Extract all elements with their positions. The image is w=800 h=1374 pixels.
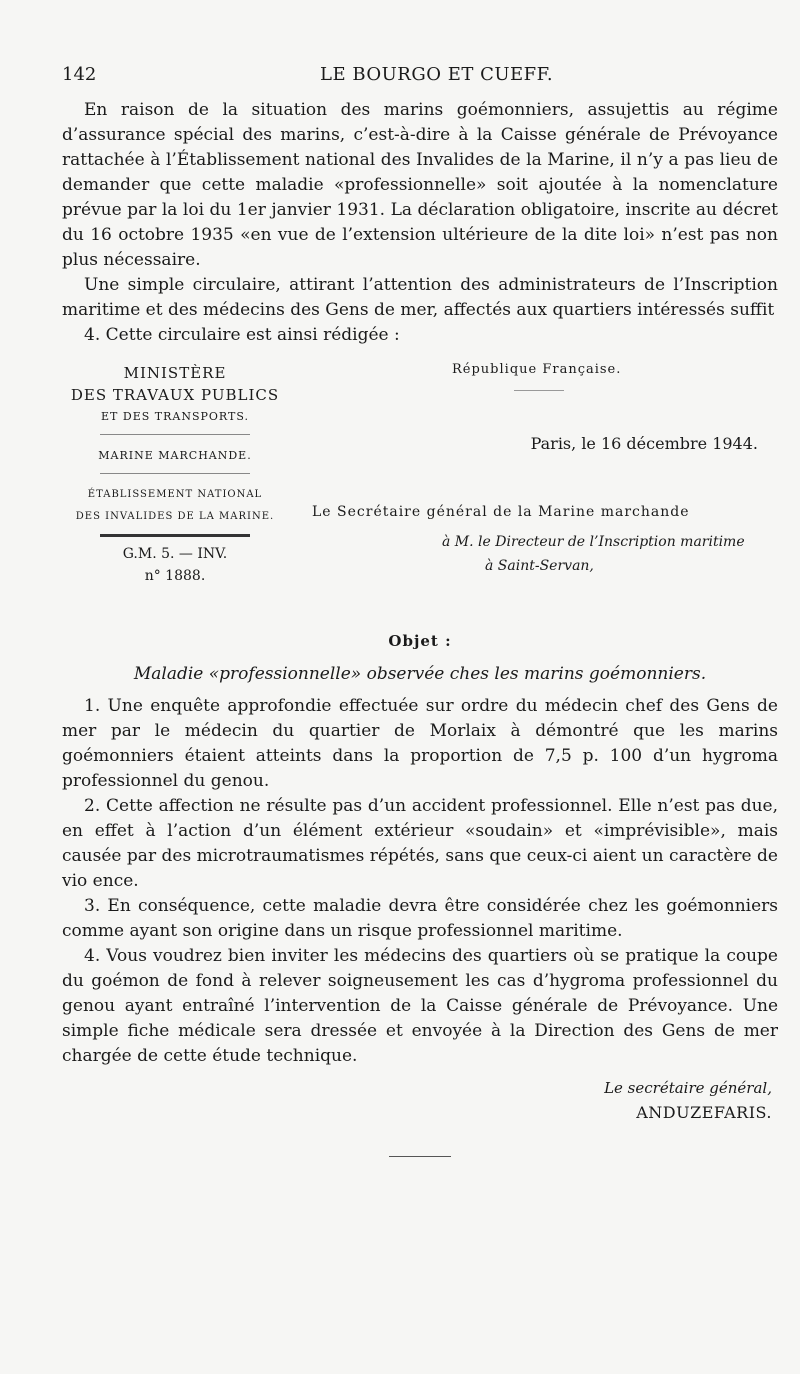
- page-number: 142: [62, 64, 97, 85]
- divider: [100, 434, 250, 435]
- recipient-line: à M. le Directeur de l’Inscription maritime: [442, 534, 745, 550]
- signature-title: Le secrétaire général,: [604, 1079, 772, 1097]
- numbered-paragraph: 4. Vous voudrez bien inviter les médecins des quartiers où se pratique la coupe du goémon de fond à relever soigneusement les cas d’hygroma professionnel du genou ayant entraîné l’intervention de la Caisse générale de Prévoyance. Une simple fiche médicale sera dressée et envoyée à la Direction des Gens de mer chargée de cette étude technique.: [62, 946, 778, 1066]
- signature-name: ANDUZEFARIS.: [636, 1103, 772, 1122]
- establishment-line: ÉTABLISSEMENT NATIONAL: [87, 489, 263, 500]
- divider: [100, 473, 250, 474]
- sender-line: Le Secrétaire général de la Marine marchande: [312, 504, 690, 520]
- numbered-paragraph: 3. En conséquence, cette maladie devra être considérée chez les goémonniers comme ayant son origine dans un risque professionnel maritime.: [62, 896, 778, 941]
- intro-paragraph: En raison de la situation des marins goémonniers, assujettis au régime d’assurance spécial des marins, c’est-à-dire à la Caisse générale de Prévoyance rattachée à l’Établissement national des Invalides de la Marine, il n’y a pas lieu de demander que cette maladie «professionnelle» soit ajoutée à la nomenclature prévue par la loi du 1er janvier 1931. La déclaration obligatoire, inscrite au décret du 16 octobre 1935 «en vue de l’extension ultérieure de la dite loi» n’est pas non plus nécessaire.: [62, 100, 778, 270]
- objet-heading: Objet :: [388, 632, 452, 650]
- divider: [514, 390, 564, 391]
- recipient-place: à Saint-Servan,: [485, 558, 594, 574]
- letterhead: [62, 362, 778, 632]
- running-header: [62, 60, 778, 90]
- document-page: [62, 60, 778, 1157]
- ministry-line: ET DES TRANSPORTS.: [101, 410, 249, 423]
- numbered-paragraph: 1. Une enquête approfondie effectuée sur ordre du médecin chef des Gens de mer par le médecin du quartier de Morlaix à démontré que les marins goémonniers étaient atteints dans la proportion de 7,5 p. 100 d’un hygroma professionnel du genou.: [62, 696, 778, 791]
- reference-number: G.M. 5. — INV.: [122, 546, 228, 562]
- ministry-line: MINISTÈRE: [123, 364, 227, 382]
- running-title: LE BOURGO ET CUEFF.: [320, 64, 554, 85]
- end-divider: [389, 1156, 451, 1157]
- letter-date: Paris, le 16 décembre 1944.: [530, 434, 758, 453]
- department-name: MARINE MARCHANDE.: [98, 449, 252, 462]
- ministry-line: DES TRAVAUX PUBLICS: [70, 386, 280, 404]
- reference-number: n° 1888.: [144, 568, 206, 584]
- objet-subject: Maladie «professionnelle» observée ches les marins goémonniers.: [133, 664, 707, 684]
- signature-block: [62, 1079, 772, 1122]
- republic-heading: République Française.: [452, 362, 622, 377]
- intro-paragraph: Une simple circulaire, attirant l’attention des administrateurs de l’Inscription maritime et des médecins des Gens de mer, affectés aux quartiers intéressés suffit: [62, 275, 778, 320]
- divider: [100, 534, 250, 537]
- ministry-block: [62, 362, 288, 587]
- numbered-paragraph: 2. Cette affection ne résulte pas d’un accident professionnel. Elle n’est pas due, en effet à l’action d’un élément extérieur «soudain» et «imprévisible», mais causée par des microtraumatismes répétés, sans que ceux-ci aient un caractère de vio ence.: [62, 796, 778, 891]
- establishment-line: DES INVALIDES DE LA MARINE.: [75, 511, 275, 522]
- intro-paragraph: 4. Cette circulaire est ainsi rédigée :: [84, 325, 400, 345]
